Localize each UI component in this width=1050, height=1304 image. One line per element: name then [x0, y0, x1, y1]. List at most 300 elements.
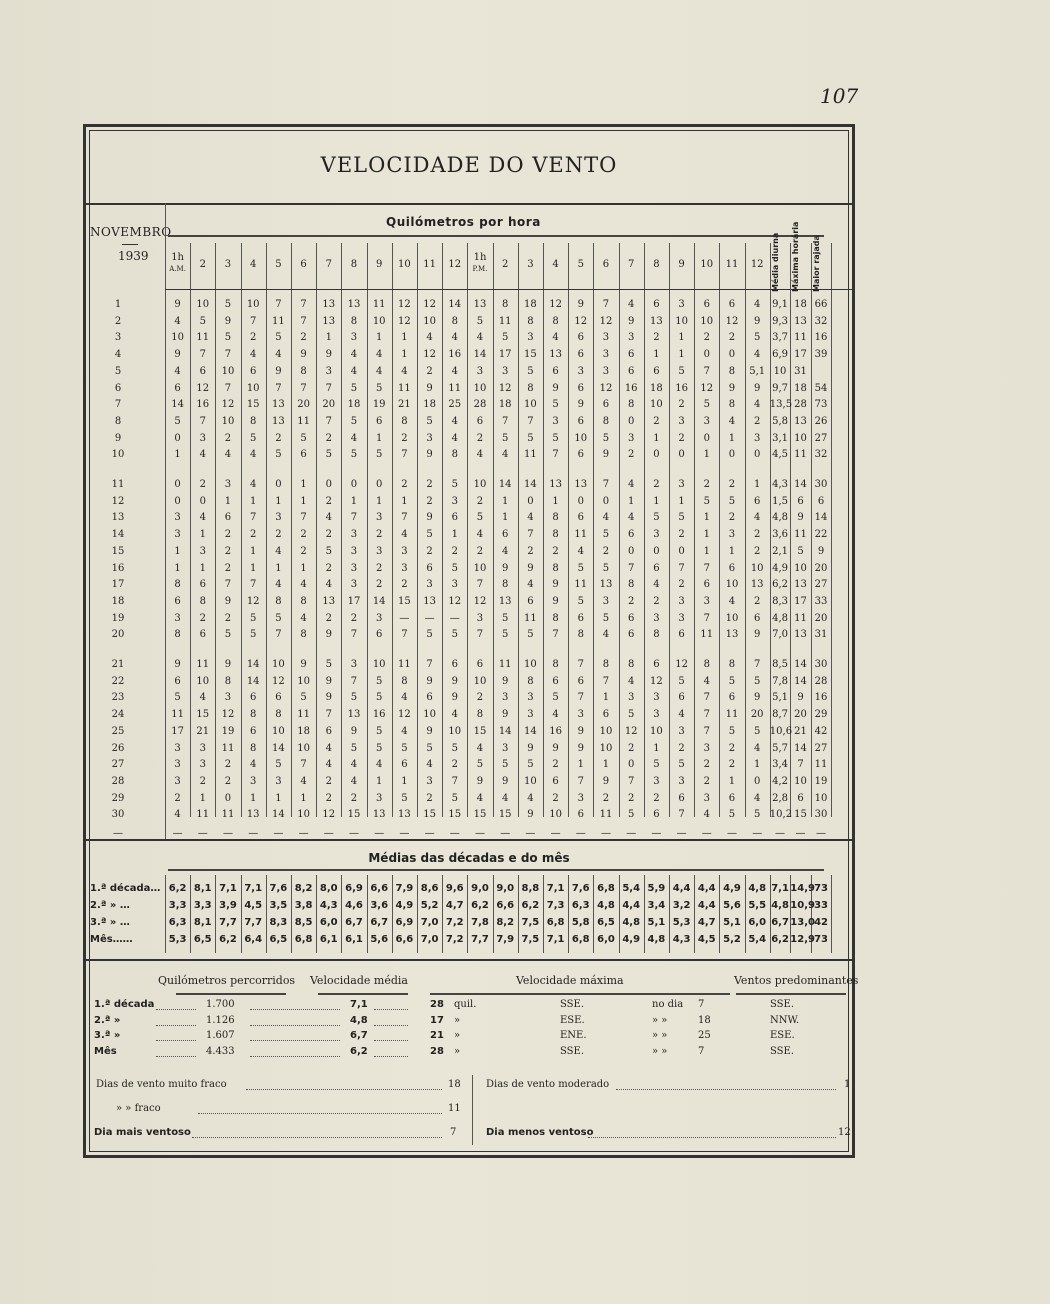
table-cell: 2 — [199, 775, 206, 787]
means-cell: 6,5 — [597, 917, 615, 928]
means-cell: 7,6 — [269, 883, 288, 894]
leader-dots — [156, 1025, 196, 1026]
table-cell: 4 — [754, 512, 761, 524]
table-cell: 6 — [628, 629, 635, 641]
table-cell: 5 — [476, 315, 484, 327]
table-cell: 4 — [451, 415, 458, 427]
means-cell: 6,4 — [244, 934, 263, 945]
leader-dots — [246, 1089, 442, 1090]
means-cell: 6,1 — [319, 934, 338, 945]
means-cell: 6,8 — [546, 917, 565, 928]
table-cell: 17 — [794, 349, 807, 361]
table-cell: 12 — [398, 299, 411, 310]
table-cell: 2 — [552, 545, 559, 557]
group-header: Quilómetros por hora — [386, 215, 541, 229]
table-cell: 10 — [794, 562, 807, 574]
table-cell: 8 — [300, 595, 307, 607]
table-cell: 5 — [250, 629, 257, 641]
leader-dots — [250, 1040, 340, 1041]
hour-header: 9 — [376, 259, 383, 270]
table-cell: 2 — [653, 595, 660, 607]
table-cell: 14 — [246, 675, 260, 687]
table-cell: 8 — [502, 299, 509, 310]
means-cell: 5,3 — [672, 917, 691, 928]
dash-cell: — — [197, 828, 208, 839]
table-cell: 3 — [628, 692, 635, 704]
group-brace — [168, 235, 824, 243]
table-cell: 4 — [250, 349, 257, 361]
table-cell: 1 — [250, 562, 257, 574]
summary-label: Mês — [94, 1045, 117, 1057]
table-cell: 13 — [322, 315, 336, 327]
table-cell: 9 — [754, 692, 761, 704]
table-cell: 19 — [221, 725, 235, 737]
means-cell: 7,1 — [771, 883, 789, 894]
table-cell: 4 — [577, 545, 584, 557]
table-cell: 8 — [628, 399, 635, 411]
table-cell: 10 — [794, 432, 807, 444]
table-cell: 4 — [325, 579, 332, 591]
table-cell: 7 — [628, 562, 635, 574]
table-cell: 5 — [350, 742, 358, 754]
table-cell: 1 — [376, 495, 383, 507]
table-cell: 15 — [398, 595, 411, 607]
table-cell: 1 — [552, 495, 559, 507]
table-cell: 13 — [246, 809, 260, 821]
table-cell: 4 — [199, 692, 206, 704]
table-cell: 15 — [498, 809, 512, 821]
table-cell: 2 — [602, 545, 610, 557]
table-cell: 11 — [574, 529, 588, 541]
table-cell: 9 — [754, 629, 761, 641]
table-cell: 7 — [703, 612, 710, 624]
table-cell: 9 — [754, 315, 761, 327]
table-cell: 7 — [300, 299, 307, 310]
table-cell: 3 — [350, 332, 358, 344]
table-cell: 7 — [250, 512, 257, 524]
table-cell: 5 — [653, 759, 660, 771]
table-cell: 1 — [300, 495, 307, 507]
means-cell: 6,8 — [597, 883, 615, 894]
table-cell: 5 — [728, 809, 736, 821]
pred-header: Ventos predominantes — [734, 974, 859, 987]
means-cell: 7,0 — [420, 934, 439, 945]
table-cell: 9 — [300, 349, 307, 361]
ampm-label: P.M. — [472, 265, 488, 273]
table-cell: 7 — [199, 415, 206, 427]
stat-header: Média diurna — [770, 232, 780, 292]
table-cell: 1 — [401, 775, 408, 787]
table-cell: 4 — [300, 579, 307, 591]
table-cell: 13 — [423, 595, 436, 607]
vmax-unit: » — [454, 1014, 461, 1026]
table-cell: 0 — [376, 479, 383, 490]
hour-header: 11 — [423, 259, 436, 270]
table-cell: 3 — [703, 415, 710, 427]
row-day-label: 30 — [111, 809, 125, 821]
table-cell: 4 — [250, 479, 257, 490]
table-cell: 5 — [527, 759, 534, 771]
table-cell: 20 — [750, 709, 764, 721]
table-cell: 2 — [325, 529, 332, 541]
dash-cell: — — [222, 828, 233, 839]
table-cell: 1 — [754, 479, 761, 490]
table-cell: 17 — [794, 595, 807, 607]
means-cell: 4,4 — [697, 883, 716, 894]
table-cell: 21 — [398, 399, 411, 411]
table-cell: 13 — [574, 479, 588, 490]
table-cell: 8 — [401, 675, 408, 687]
table-cell: 5 — [350, 692, 358, 704]
table-cell: 3 — [325, 365, 332, 377]
table-cell: 6 — [224, 512, 232, 524]
table-cell: 7 — [502, 415, 509, 427]
table-cell: 1 — [350, 495, 358, 507]
means-cell: 10,9 — [790, 900, 815, 911]
table-cell: 5 — [678, 759, 685, 771]
table-cell: 10 — [599, 742, 613, 754]
table-cell: 2 — [426, 792, 433, 804]
table-cell: 11 — [814, 759, 828, 771]
table-cell: 7 — [703, 692, 710, 704]
table-cell: 5 — [552, 399, 559, 411]
table-cell: 32 — [814, 449, 828, 461]
table-cell: 5 — [502, 759, 509, 771]
table-cell: 1 — [275, 792, 282, 804]
vmax-value: 17 — [430, 1014, 444, 1026]
dash-cell: — — [600, 828, 611, 839]
table-cell: 12 — [599, 382, 613, 394]
table-cell: 12 — [574, 315, 588, 327]
table-cell: 8 — [527, 315, 534, 327]
dash-cell: — — [449, 828, 460, 839]
table-cell: 2 — [476, 432, 484, 444]
means-cell: 4,8 — [748, 883, 767, 894]
table-cell: 3 — [527, 709, 534, 721]
means-cell: 6,0 — [748, 917, 767, 928]
means-cell: 4,7 — [445, 900, 464, 911]
table-cell: 2 — [401, 432, 408, 444]
means-cell: 6,5 — [269, 934, 288, 945]
means-cell: 7,2 — [445, 917, 464, 928]
hour-header: 3 — [224, 259, 232, 270]
table-cell: 6 — [678, 692, 685, 704]
table-cell: 9 — [602, 449, 610, 461]
table-cell: 6 — [476, 415, 484, 427]
table-cell: 9,3 — [772, 315, 788, 327]
table-cell: 18 — [524, 299, 537, 310]
table-cell: 4 — [199, 449, 206, 461]
table-cell: 12 — [272, 675, 285, 687]
table-cell: 8 — [451, 449, 458, 461]
table-cell: 6 — [577, 449, 584, 461]
table-cell: 10 — [814, 792, 828, 804]
table-cell: 8 — [250, 742, 257, 754]
table-cell: 7 — [350, 629, 358, 641]
table-cell: 1 — [703, 545, 710, 557]
table-cell: 9 — [502, 562, 509, 574]
hour-header: 5 — [275, 259, 282, 270]
means-cell: 5,2 — [723, 934, 741, 945]
means-cell: 73 — [814, 883, 828, 894]
table-cell: 11 — [221, 742, 235, 754]
table-cell: 7 — [224, 349, 232, 361]
table-cell: 11 — [297, 709, 310, 721]
table-cell: 5 — [678, 512, 685, 524]
table-cell: 5 — [754, 332, 761, 344]
table-cell: 9 — [350, 725, 358, 737]
table-cell: 0 — [653, 545, 660, 557]
table-cell: 1 — [376, 332, 383, 344]
table-cell: 20 — [814, 562, 828, 574]
table-cell: 3 — [275, 775, 282, 787]
table-cell: 12 — [196, 382, 210, 394]
km-header: Quilómetros percorridos — [158, 974, 296, 987]
means-cell: 4,7 — [697, 917, 716, 928]
table-cell: 6 — [577, 382, 584, 394]
table-cell: 5 — [728, 725, 736, 737]
means-cell: 7,9 — [496, 934, 515, 945]
table-cell: 1 — [577, 759, 584, 771]
table-cell: 10 — [650, 399, 663, 411]
dash-cell: — — [795, 828, 806, 839]
table-cell: 3 — [476, 365, 484, 377]
table-cell: 5 — [376, 382, 383, 394]
table-cell: 3 — [502, 742, 509, 754]
table-cell: 17 — [347, 595, 361, 607]
table-cell: 14 — [794, 675, 807, 687]
means-cell: 7,5 — [521, 934, 540, 945]
table-cell: 8 — [502, 579, 509, 591]
table-cell: 10 — [473, 382, 487, 394]
table-cell: 6 — [602, 399, 610, 411]
leader-dots — [198, 1113, 442, 1114]
row-day-label: 26 — [111, 742, 125, 754]
vmax-unit: » — [454, 1030, 461, 1041]
table-cell: 11 — [524, 612, 537, 624]
means-cell: 7,9 — [395, 883, 414, 894]
table-cell: 7 — [275, 299, 282, 310]
table-cell: 4 — [476, 792, 484, 804]
means-cell: 6,2 — [168, 883, 187, 894]
table-cell: 8 — [527, 382, 534, 394]
table-cell: 1 — [300, 792, 307, 804]
table-cell: 6 — [678, 792, 685, 804]
table-cell: 15 — [347, 809, 361, 821]
table-cell: 5 — [325, 659, 332, 670]
means-cell: 4,8 — [647, 934, 666, 945]
table-cell: 2 — [325, 495, 332, 507]
menos-ventoso-label: Dia menos ventoso — [486, 1127, 594, 1138]
table-cell: 0 — [275, 479, 282, 490]
table-cell: 12 — [398, 709, 411, 721]
table-cell: 5 — [451, 629, 458, 641]
table-cell: 6 — [728, 692, 736, 704]
table-cell: 6 — [754, 495, 761, 507]
table-cell: 13 — [650, 315, 663, 327]
moderado-value: 1 — [844, 1079, 851, 1090]
table-cell: 3 — [174, 759, 181, 771]
table-cell: 6 — [199, 629, 206, 641]
table-cell: 11 — [196, 809, 210, 821]
means-cell: 7,5 — [521, 917, 540, 928]
table-cell: 7 — [602, 299, 610, 310]
table-cell: 7 — [577, 659, 584, 670]
table-cell: 4 — [552, 709, 559, 721]
table-cell: 9 — [275, 365, 282, 377]
table-cell: 8 — [527, 675, 534, 687]
table-cell: 2 — [300, 332, 307, 344]
table-cell: 7 — [199, 349, 206, 361]
table-cell: 7 — [628, 775, 635, 787]
table-cell: 10 — [423, 315, 436, 327]
table-cell: 2 — [653, 479, 660, 490]
table-cell: 2 — [224, 562, 232, 574]
table-cell: 10 — [272, 725, 285, 737]
table-cell: 1 — [728, 545, 736, 557]
table-cell: 4 — [300, 775, 307, 787]
table-cell: 15 — [794, 809, 807, 821]
table-cell: 3 — [250, 775, 257, 787]
table-cell: 5 — [602, 612, 610, 624]
table-cell: 4 — [174, 315, 181, 327]
table-cell: 4 — [527, 792, 534, 804]
table-cell: 2 — [527, 545, 534, 557]
table-cell: 7 — [325, 382, 332, 394]
table-cell: 1 — [703, 449, 710, 461]
table-cell: 8 — [275, 595, 282, 607]
table-cell: 7 — [350, 675, 358, 687]
means-cell: 33 — [814, 900, 828, 911]
table-cell: 4 — [602, 512, 610, 524]
table-cell: 3 — [476, 612, 484, 624]
means-cell: 6,2 — [471, 900, 489, 911]
table-cell: 17 — [498, 349, 512, 361]
table-cell: 3 — [174, 529, 181, 541]
means-cell: 6,1 — [345, 934, 363, 945]
row-day-label: 16 — [111, 562, 125, 574]
table-cell: 7 — [577, 775, 584, 787]
table-cell: 10 — [473, 675, 487, 687]
table-cell: 3 — [426, 432, 433, 444]
table-cell: 8,7 — [772, 709, 788, 721]
table-cell: 10 — [574, 432, 588, 444]
table-cell: 9 — [552, 742, 559, 754]
table-cell: 1 — [174, 562, 181, 574]
table-cell: 1 — [628, 495, 635, 507]
vmax-header: Velocidade máxima — [516, 974, 624, 987]
row-day-label: 24 — [111, 709, 125, 721]
table-cell: 6 — [376, 415, 383, 427]
table-cell: 13 — [794, 415, 807, 427]
means-cell: 6,7 — [370, 917, 389, 928]
days-divider — [472, 1075, 473, 1145]
means-cell: 6,6 — [370, 883, 389, 894]
means-cell: 3,3 — [193, 900, 212, 911]
table-cell: 0 — [754, 449, 761, 461]
table-cell: 20 — [794, 709, 807, 721]
table-cell: 6 — [653, 562, 660, 574]
table-cell: 15 — [246, 399, 260, 411]
table-cell: 0 — [703, 432, 710, 444]
row-day-label: 28 — [111, 775, 125, 787]
table-cell: 3 — [350, 579, 358, 591]
table-cell: 13 — [794, 629, 807, 641]
leader-dots — [192, 1137, 442, 1138]
table-cell: 8 — [199, 595, 206, 607]
table-cell: 1 — [602, 692, 610, 704]
table-cell: 4,5 — [772, 449, 788, 461]
means-cell: 12,9 — [790, 934, 815, 945]
table-cell: 7 — [300, 315, 307, 327]
table-cell: 9 — [325, 675, 332, 687]
table-cell: 13 — [473, 299, 487, 310]
table-cell: 6 — [476, 659, 484, 670]
table-cell: 6 — [552, 365, 559, 377]
table-cell: 12 — [725, 315, 739, 327]
table-cell: 2 — [325, 792, 332, 804]
table-cell: 2 — [703, 332, 710, 344]
leader-dots — [588, 1137, 836, 1138]
table-cell: 10 — [524, 775, 537, 787]
table-cell: 9 — [502, 709, 509, 721]
table-cell: 4 — [678, 709, 685, 721]
table-cell: 7,8 — [772, 675, 788, 687]
table-cell: 7 — [325, 709, 332, 721]
table-cell: 8 — [300, 365, 307, 377]
table-cell: 9,7 — [772, 382, 788, 394]
leader-dots — [374, 1040, 408, 1041]
table-cell: 2 — [754, 595, 761, 607]
table-cell: 2 — [703, 775, 710, 787]
table-cell: 2 — [552, 792, 559, 804]
table-cell: 2 — [325, 432, 332, 444]
table-cell: 6 — [754, 612, 761, 624]
table-cell: 0 — [325, 479, 332, 490]
table-cell: 42 — [814, 725, 828, 737]
table-cell: 2 — [250, 529, 257, 541]
table-cell: 7 — [476, 629, 484, 641]
means-cell: 7,1 — [244, 883, 263, 894]
table-cell: 4,8 — [772, 512, 788, 524]
table-cell: 5 — [451, 479, 458, 490]
row-day-label: 7 — [114, 399, 122, 411]
table-cell: 14 — [794, 479, 807, 490]
table-cell: 2 — [224, 612, 232, 624]
table-cell: 18 — [794, 382, 807, 394]
table-cell: 9 — [602, 775, 610, 787]
table-cell: 9 — [224, 659, 232, 670]
hour-header: 7 — [325, 259, 332, 270]
table-cell: 4 — [476, 332, 484, 344]
row-day-label: 19 — [111, 612, 125, 624]
table-cell: 12 — [700, 382, 714, 394]
table-cell: 6 — [653, 365, 660, 377]
hour-header: 12 — [750, 259, 764, 270]
table-cell: 5 — [577, 595, 584, 607]
table-cell: 5 — [426, 629, 433, 641]
table-cell: 11 — [398, 382, 411, 394]
table-cell: 5 — [224, 332, 232, 344]
table-cell: 3 — [653, 612, 660, 624]
table-cell: 7,0 — [772, 629, 788, 641]
table-cell: 1 — [728, 432, 736, 444]
table-cell: 7 — [577, 692, 584, 704]
table-cell: 8 — [552, 562, 559, 574]
dash-cell: — — [474, 828, 485, 839]
means-cell: 8,2 — [496, 917, 515, 928]
table-cell: 18 — [650, 382, 663, 394]
